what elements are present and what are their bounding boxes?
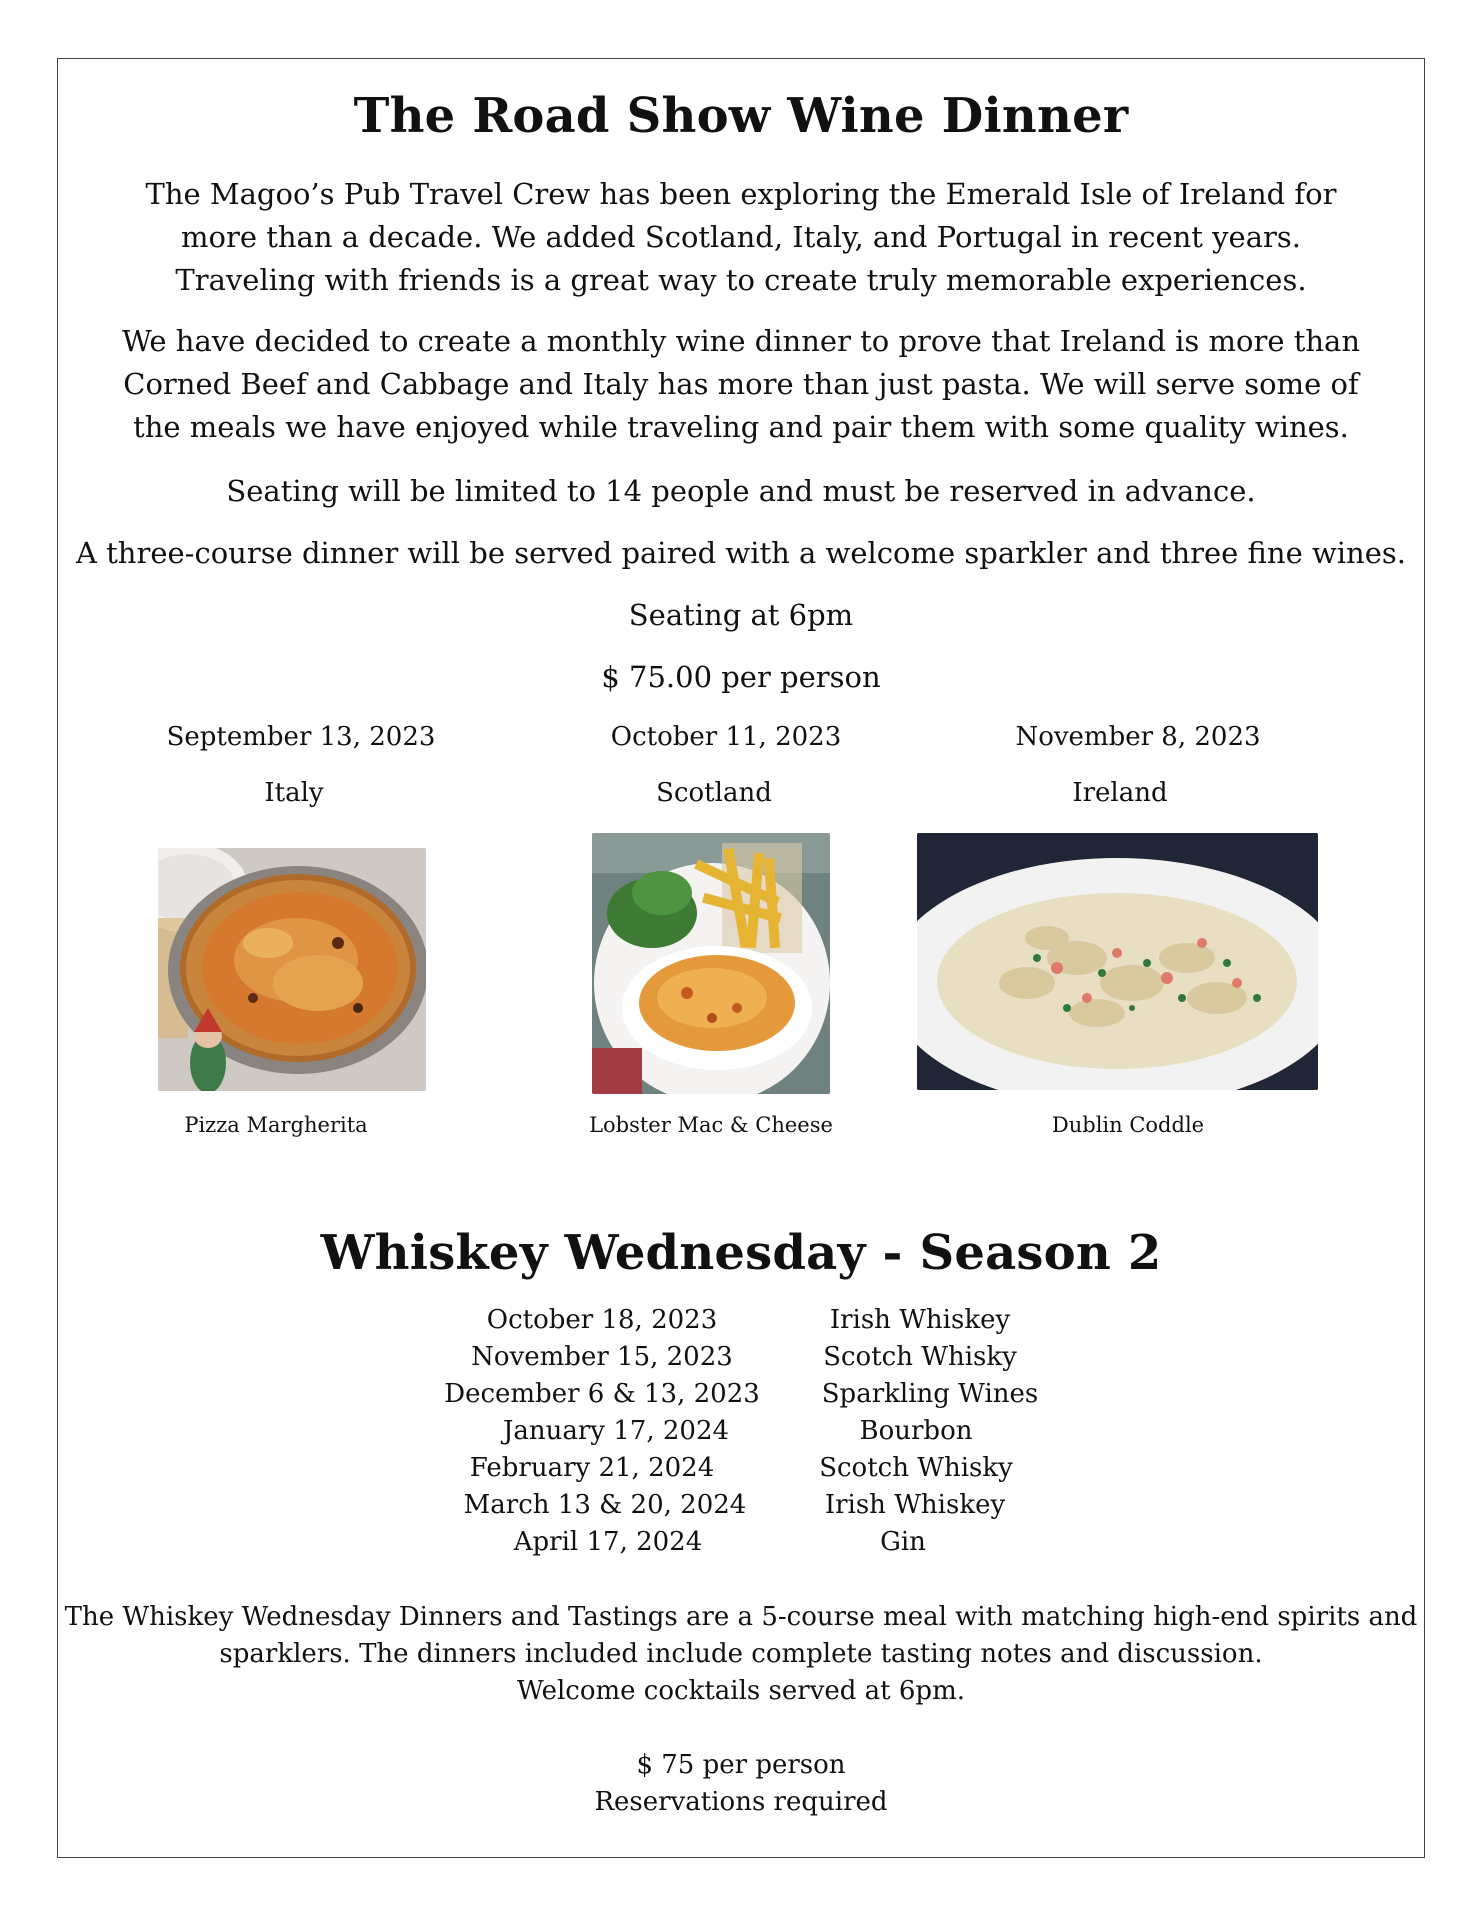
lobster-mac-photo — [592, 833, 830, 1094]
whiskey-wednesday-title: Whiskey Wednesday - Season 2 — [320, 1225, 1162, 1281]
seating-limit-text: Seating will be limited to 14 people and must be reserved in advance. — [226, 474, 1256, 508]
schedule-date: November 15, 2023 — [471, 1342, 733, 1372]
pizza-photo — [158, 848, 426, 1091]
wine-dinner-paragraph: We have decided to create a monthly wine dinner to prove that Ireland is more than Corned Beef and Cabbage and Italy has more than just pasta. We will serve some of the meals we have enjoyed while traveling and pair them with some quality wines. — [121, 324, 1361, 444]
schedule-spirit: Bourbon — [859, 1416, 973, 1446]
dinner-description: A three-course dinner will be served paired with a welcome sparkler and three fine wines. — [75, 536, 1406, 570]
intro-paragraph: The Magoo’s Pub Travel Crew has been exploring the Emerald Isle of Ireland for more than a decade. We added Scotland, Italy, and Portugal in recent years. Traveling with friends is a great way to create truly memorable experiences. — [145, 177, 1337, 297]
dish-caption-ireland: Dublin Coddle — [1051, 1113, 1205, 1137]
schedule-date: December 6 & 13, 2023 — [444, 1379, 760, 1409]
dublin-coddle-photo — [917, 833, 1318, 1090]
event-date-ireland: November 8, 2023 — [1015, 722, 1261, 752]
event-country-scotland: Scotland — [656, 778, 772, 808]
dish-caption-italy: Pizza Margherita — [184, 1113, 368, 1137]
seating-time: Seating at 6pm — [628, 598, 854, 632]
schedule-spirit: Irish Whiskey — [824, 1490, 1006, 1520]
schedule-spirit: Scotch Whisky — [819, 1453, 1013, 1483]
schedule-spirit: Irish Whiskey — [829, 1305, 1011, 1335]
whiskey-description-line-3: Welcome cocktails served at 6pm. — [516, 1676, 965, 1706]
whiskey-price: $ 75 per person — [636, 1750, 846, 1780]
dish-caption-scotland: Lobster Mac & Cheese — [589, 1113, 833, 1137]
whiskey-description-line-2: sparklers. The dinners included include complete tasting notes and discussion. — [219, 1639, 1263, 1669]
schedule-spirit: Sparkling Wines — [821, 1379, 1039, 1409]
schedule-spirit: Scotch Whisky — [823, 1342, 1017, 1372]
wine-dinner-title: The Road Show Wine Dinner — [353, 88, 1129, 144]
event-date-scotland: October 11, 2023 — [610, 722, 842, 752]
schedule-date: April 17, 2024 — [513, 1527, 703, 1557]
schedule-spirit: Gin — [880, 1527, 926, 1557]
schedule-date: February 21, 2024 — [469, 1453, 715, 1483]
schedule-date: October 18, 2023 — [486, 1305, 718, 1335]
schedule-date: January 17, 2024 — [502, 1416, 730, 1446]
event-country-italy: Italy — [264, 778, 324, 808]
event-date-italy: September 13, 2023 — [166, 722, 436, 752]
event-country-ireland: Ireland — [1072, 778, 1168, 808]
wine-dinner-price: $ 75.00 per person — [601, 660, 881, 694]
reservations-note: Reservations required — [594, 1787, 888, 1817]
whiskey-description-line-1: The Whiskey Wednesday Dinners and Tastings are a 5-course meal with matching high-end spirits and — [64, 1602, 1418, 1632]
schedule-date: March 13 & 20, 2024 — [463, 1490, 747, 1520]
